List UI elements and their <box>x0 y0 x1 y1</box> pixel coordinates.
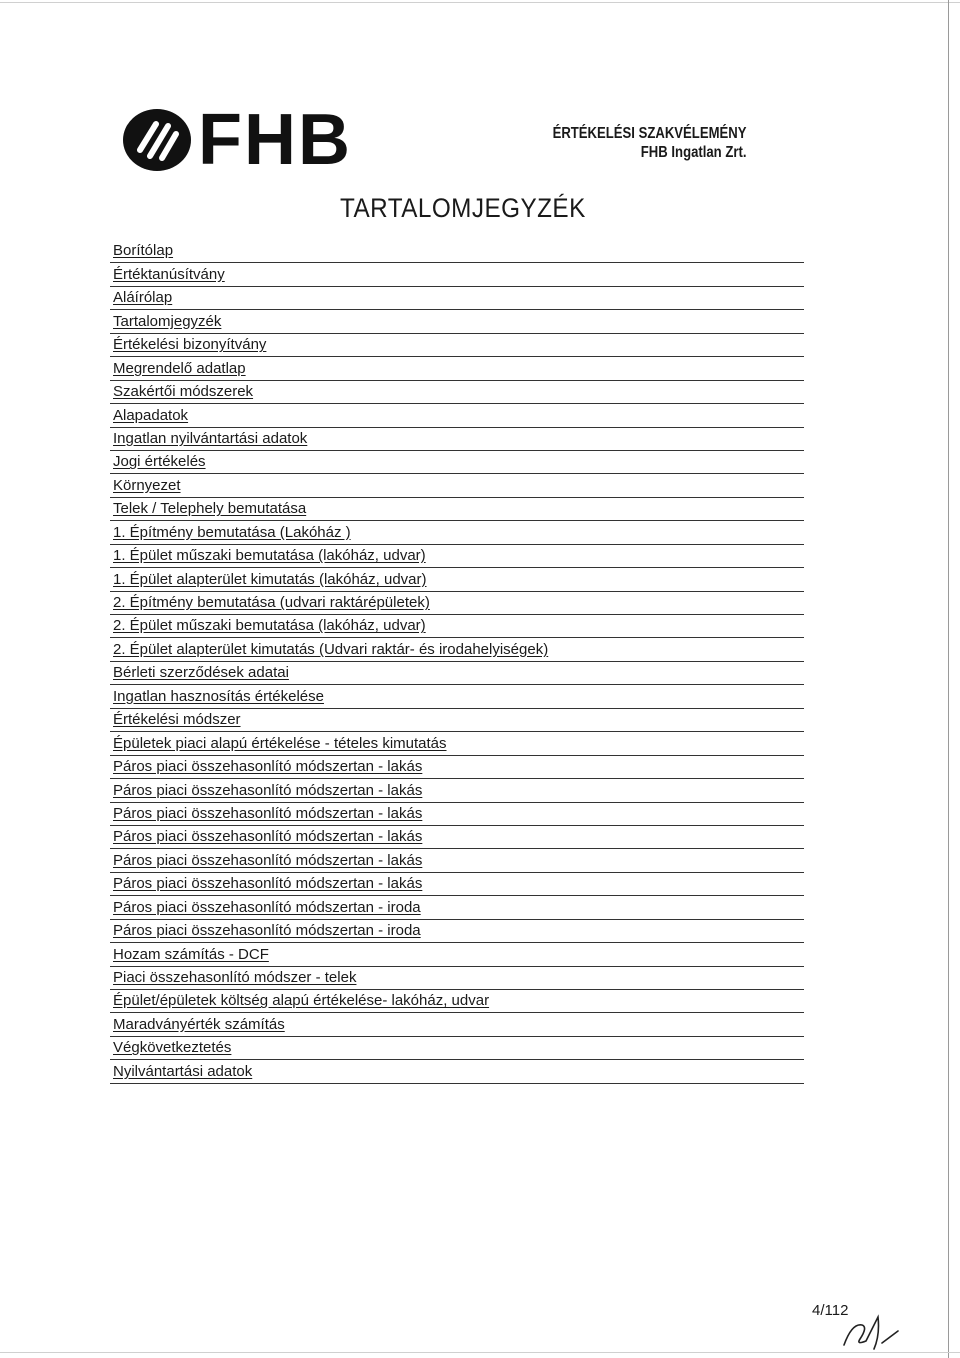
header-company: FHB Ingatlan Zrt. <box>640 144 746 161</box>
toc-row <box>110 451 804 474</box>
toc-entry[interactable]: Bérleti szerződések adatai <box>113 664 289 682</box>
page-number: 4/112 <box>812 1302 849 1319</box>
toc-entry[interactable]: Megrendelő adatlap <box>113 359 246 377</box>
toc-row <box>110 310 804 333</box>
toc-row <box>110 638 804 661</box>
toc-entry[interactable]: Piaci összehasonlító módszer - telek <box>113 969 357 986</box>
toc-entry[interactable]: Tartalomjegyzék <box>113 312 222 330</box>
page-title: TARTALOMJEGYZÉK <box>340 193 586 223</box>
handwritten-signature <box>838 1305 908 1357</box>
toc-entry[interactable]: Épületek piaci alapú értékelése - tételes kimutatás <box>113 734 447 752</box>
toc-entry[interactable]: Páros piaci összehasonlító módszertan - lakás <box>113 758 423 776</box>
scan-bottom-edge <box>0 1352 960 1353</box>
toc-row <box>110 756 804 779</box>
toc-entry[interactable]: Páros piaci összehasonlító módszertan - iroda <box>113 922 421 940</box>
toc-row <box>110 381 804 404</box>
toc-entry[interactable]: Hozam számítás - DCF <box>113 945 269 963</box>
toc-row <box>110 1060 804 1083</box>
document-header <box>552 124 746 162</box>
toc-entry[interactable]: Borítólap <box>113 242 174 260</box>
toc-row <box>110 287 804 310</box>
toc-row <box>110 474 804 497</box>
toc-entry[interactable]: Páros piaci összehasonlító módszertan - iroda <box>113 898 421 916</box>
toc-row <box>110 732 804 755</box>
toc-row <box>110 521 804 544</box>
toc-row <box>110 826 804 849</box>
toc-row <box>110 779 804 802</box>
toc-row <box>110 240 804 263</box>
toc-row <box>110 967 804 990</box>
toc-entry[interactable]: Jogi értékelés <box>113 453 206 471</box>
toc-entry[interactable]: Környezet <box>113 476 181 494</box>
toc-row <box>110 592 804 615</box>
logo-text: FHB <box>198 100 352 180</box>
toc-row <box>110 568 804 591</box>
toc-row <box>110 428 804 451</box>
toc-row <box>110 545 804 568</box>
toc-entry[interactable]: 2. Épület műszaki bemutatása (lakóház, udvar) <box>113 617 426 635</box>
toc-row <box>110 498 804 521</box>
toc-entry[interactable]: Értékelési módszer <box>113 711 241 729</box>
table-of-contents <box>110 240 804 1084</box>
toc-entry[interactable]: Ingatlan nyilvántartási adatok <box>113 429 308 447</box>
toc-row <box>110 357 804 380</box>
toc-entry[interactable]: 2. Építmény bemutatása (udvari raktárépületek) <box>113 594 430 611</box>
toc-entry[interactable]: Aláírólap <box>113 289 173 307</box>
toc-entry[interactable]: Épület/épületek költség alapú értékelése- lakóház, udvar <box>113 992 490 1010</box>
toc-row <box>110 685 804 708</box>
scan-right-edge <box>948 0 949 1358</box>
toc-entry[interactable]: Végkövetkeztetés <box>113 1039 232 1057</box>
scan-top-edge <box>0 2 960 3</box>
toc-row <box>110 803 804 826</box>
toc-row <box>110 1013 804 1036</box>
toc-row <box>110 849 804 872</box>
toc-entry[interactable]: 1. Épület alapterület kimutatás (lakóház, udvar) <box>113 570 427 588</box>
toc-entry[interactable]: 2. Épület alapterület kimutatás (Udvari raktár- és irodahelyiségek) <box>113 640 549 658</box>
toc-entry[interactable]: Telek / Telephely bemutatása <box>113 500 307 518</box>
toc-entry[interactable]: Szakértői módszerek <box>113 383 254 401</box>
toc-entry[interactable]: Nyilvántartási adatok <box>113 1062 253 1080</box>
fhb-logo <box>122 100 352 180</box>
toc-entry[interactable]: Páros piaci összehasonlító módszertan - lakás <box>113 828 423 846</box>
header-title: ÉRTÉKELÉSI SZAKVÉLEMÉNY <box>552 125 746 142</box>
toc-entry[interactable]: Értékelési bizonyítvány <box>113 336 267 354</box>
toc-row <box>110 615 804 638</box>
toc-row <box>110 896 804 919</box>
toc-entry[interactable]: Maradványérték számítás <box>113 1015 285 1033</box>
toc-entry[interactable]: Páros piaci összehasonlító módszertan - lakás <box>113 875 423 893</box>
toc-entry[interactable]: 1. Építmény bemutatása (Lakóház ) <box>113 523 351 541</box>
toc-row <box>110 404 804 427</box>
toc-row <box>110 873 804 896</box>
toc-row <box>110 709 804 732</box>
toc-row <box>110 943 804 966</box>
toc-row <box>110 263 804 286</box>
toc-entry[interactable]: Értéktanúsítvány <box>113 265 225 283</box>
toc-entry[interactable]: 1. Épület műszaki bemutatása (lakóház, udvar) <box>113 547 426 565</box>
toc-entry[interactable]: Alapadatok <box>113 406 189 424</box>
toc-row <box>110 1037 804 1060</box>
toc-row <box>110 920 804 943</box>
toc-entry[interactable]: Páros piaci összehasonlító módszertan - lakás <box>113 804 423 822</box>
toc-entry[interactable]: Páros piaci összehasonlító módszertan - lakás <box>113 851 423 869</box>
toc-entry[interactable]: Páros piaci összehasonlító módszertan - lakás <box>113 781 423 799</box>
toc-row <box>110 990 804 1013</box>
toc-entry[interactable]: Ingatlan hasznosítás értékelése <box>113 687 324 705</box>
toc-row <box>110 662 804 685</box>
toc-row <box>110 334 804 357</box>
fhb-logo-mark-icon <box>122 108 192 172</box>
